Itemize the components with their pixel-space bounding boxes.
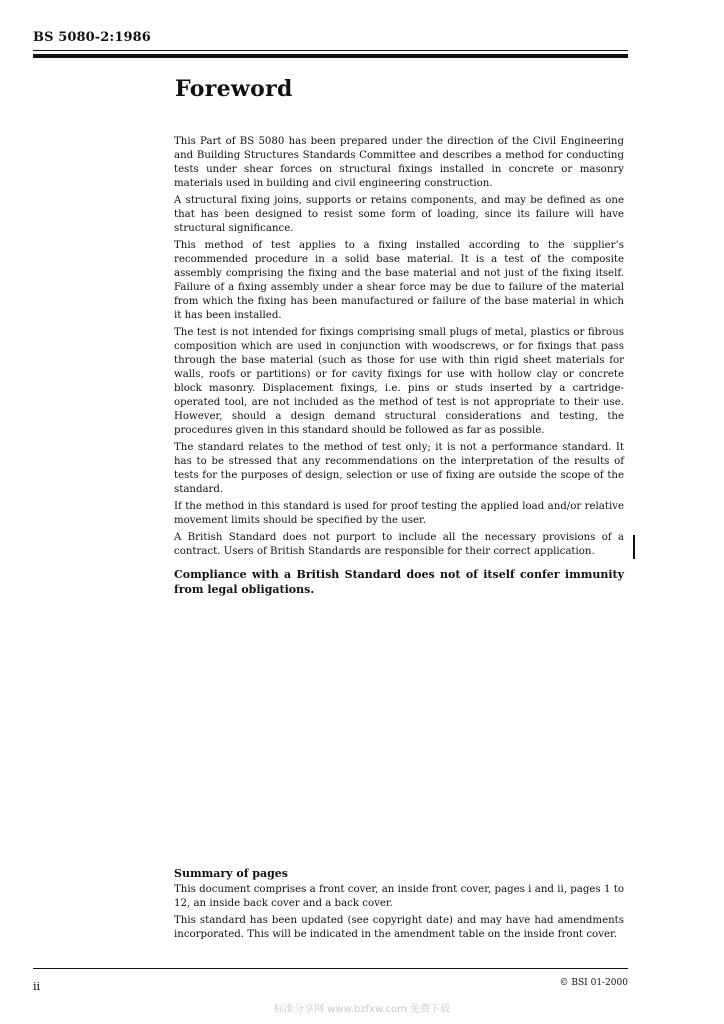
footer-rule (33, 968, 628, 969)
paragraph: This method of test applies to a fixing installed according to the supplier’s recommended procedure in a solid base material. It is a test of the composite assembly comprising the fixing and the base material and not just of the fixing itself. Failure of a fixing assembly under a shear force may be due to failure of the material from which the fixing has been manufactured or failure of the base material in which it has been installed. (174, 240, 624, 321)
page-number: ii (33, 980, 41, 993)
paragraph: The standard relates to the method of test only; it is not a performance standard. It has to be stressed that any recommendations on the interpretation of the results of tests for the purposes of design, selection or use of fixing are outside the scope of the standard. (174, 442, 624, 495)
foreword-body (174, 135, 624, 600)
paragraph: A structural fixing joins, supports or retains components, and may be defined as one that has been designed to resist some form of loading, since its failure will have structural significance. (174, 195, 624, 234)
watermark: 标准分享网 www.bzfxw.com 免费下载 (274, 1004, 450, 1015)
paragraph: This Part of BS 5080 has been prepared under the direction of the Civil Engineering and Building Structures Standards Committee and describes a method for conducting tests under shear forces on structural fixings installed in concrete or masonry materials used in building and civil engineering construction. (174, 136, 624, 189)
copyright-notice: © BSI 01-2000 (559, 978, 628, 988)
compliance-note: Compliance with a British Standard does not of itself confer immunity from legal obligations. (174, 568, 624, 596)
standard-code: BS 5080-2:1986 (33, 30, 151, 45)
change-bar (633, 535, 635, 559)
header-rule-thin (33, 50, 628, 51)
summary-heading: Summary of pages (174, 867, 288, 880)
paragraph: The test is not intended for fixings comprising small plugs of metal, plastics or fibrous composition which are used in conjunction with woodscrews, or for fixings that pass through the base material (such as those for use with thin rigid sheet materials for walls, roofs or partitions) or for cavity fixings for use with hollow clay or concrete block masonry. Displacement fixings, i.e. pins or studs inserted by a cartridge-operated tool, are not included as the method of test is not appropriate to their use. However, should a design demand structural considerations and testing, the procedures given in this standard should be followed as far as possible. (174, 327, 624, 436)
summary-of-pages (174, 866, 624, 945)
paragraph: A British Standard does not purport to include all the necessary provisions of a contract. Users of British Standards are responsible for their correct application. (174, 532, 624, 557)
paragraph: If the method in this standard is used for proof testing the applied load and/or relative movement limits should be specified by the user. (174, 501, 624, 526)
header-rule-thick (33, 54, 628, 58)
page-title: Foreword (175, 76, 293, 102)
summary-paragraph: This standard has been updated (see copyright date) and may have had amendments incorporated. This will be indicated in the amendment table on the inside front cover. (174, 915, 624, 940)
summary-paragraph: This document comprises a front cover, an inside front cover, pages i and ii, pages 1 to 12, an inside back cover and a back cover. (174, 884, 624, 909)
